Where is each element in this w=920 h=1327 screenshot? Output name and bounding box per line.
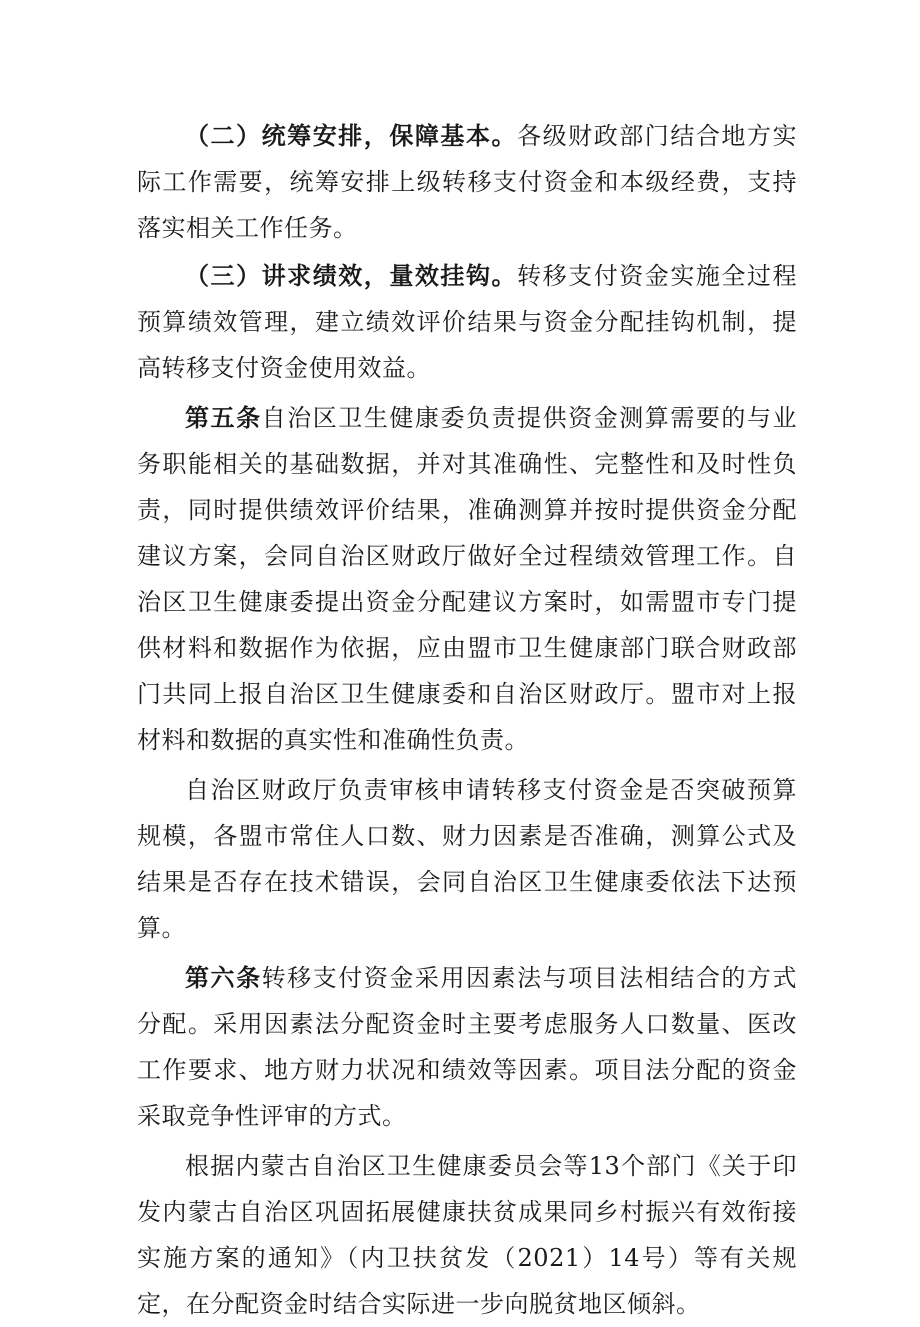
paragraph-body: 转移支付资金实施全过程预算绩效管理，建立绩效评价结果与资金分配挂钩机制，提高转移支付资金使用效益。 [137,262,798,382]
paragraph-finance-review [137,767,797,951]
paragraph-poverty-regions [137,1143,797,1327]
paragraph-body: 转移支付资金采用因素法与项目法相结合的方式分配。采用因素法分配资金时主要考虑服务人口数量、医改工作要求、地方财力状况和绩效等因素。项目法分配的资金采取竞争性评审的方式。 [137,964,798,1130]
paragraph-body: 自治区财政厅负责审核申请转移支付资金是否突破预算规模，各盟市常住人口数、财力因素是否准确，测算公式及结果是否存在技术错误，会同自治区卫生健康委依法下达预算。 [137,776,797,942]
paragraph-body: 各级财政部门结合地方实际工作需要，统筹安排上级转移支付资金和本级经费，支持落实相关工作任务。 [137,122,798,242]
paragraph-performance [137,253,797,391]
article-heading: 第六条 [185,963,262,992]
article-heading: 第五条 [185,403,262,432]
paragraph-article-six [137,955,797,1139]
paragraph-heading: （二）统筹安排，保障基本。 [185,121,518,150]
paragraph-body: 根据内蒙古自治区卫生健康委员会等13个部门《关于印发内蒙古自治区巩固拓展健康扶贫成果同乡村振兴有效衔接实施方案的通知》（内卫扶贫发（2021）14号）等有关规定，在分配资金时结合实际进一步向脱贫地区倾斜。 [137,1152,797,1318]
paragraph-body: 自治区卫生健康委负责提供资金测算需要的与业务职能相关的基础数据，并对其准确性、完整性和及时性负责，同时提供绩效评价结果，准确测算并按时提供资金分配建议方案，会同自治区财政厅做好全过程绩效管理工作。自治区卫生健康委提出资金分配建议方案时，如需盟市专门提供材料和数据作为依据，应由盟市卫生健康部门联合财政部门共同上报自治区卫生健康委和自治区财政厅。盟市对上报材料和数据的真实性和准确性负责。 [137,404,798,754]
paragraph-article-five [137,395,797,763]
paragraph-heading: （三）讲求绩效，量效挂钩。 [185,261,518,290]
document-page [137,113,797,1327]
paragraph-overall-planning [137,113,797,251]
